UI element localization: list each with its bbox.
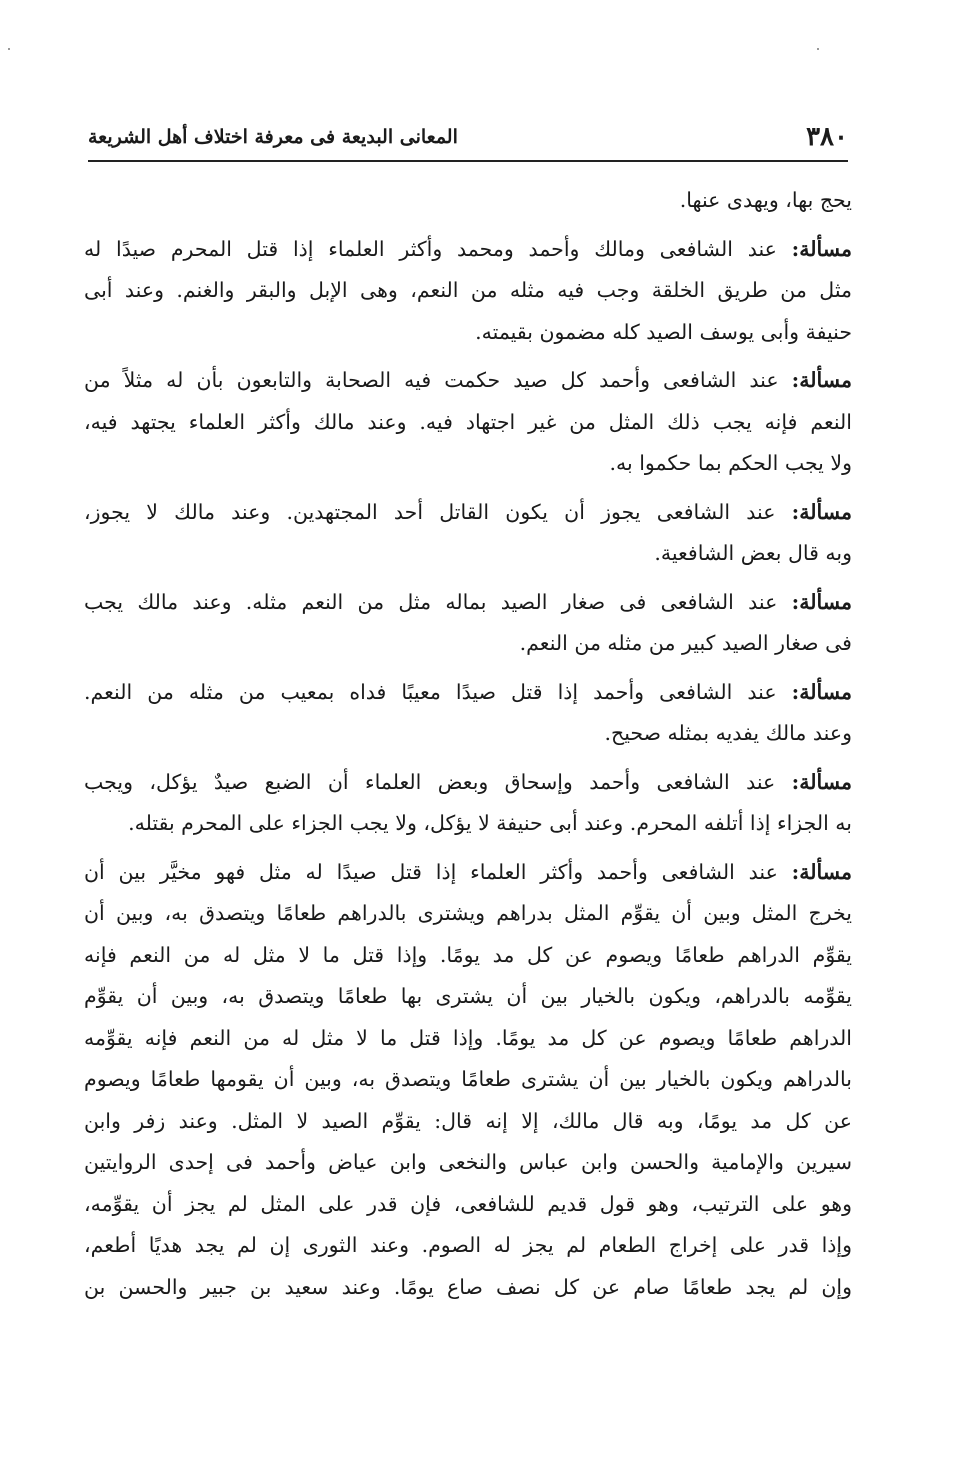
page-number: ٣٨٠	[806, 122, 848, 152]
issue-paragraph	[84, 360, 852, 485]
text-line	[84, 762, 852, 804]
page-body	[84, 180, 852, 1315]
header-rule	[88, 160, 848, 162]
issue-label: مسألة:	[791, 859, 852, 884]
issue-label: مسألة:	[791, 236, 852, 261]
text-line: عن كل مد يومًا، وبه قال مالك، إلا إنه قال: يقوِّم الصيد لا المثل. وعند زفر وابن	[84, 1108, 852, 1133]
text-line	[84, 360, 852, 402]
text-line	[84, 582, 852, 624]
issue-label: مسألة:	[791, 679, 852, 704]
page-header	[88, 118, 848, 160]
text-line: يحج بها، ويهدى عنها.	[679, 188, 852, 212]
text-line: يقوِّمه بالدراهم، ويكون بالخيار بين أن يشترى بها طعامًا ويتصدق به، وبين أن يقوِّم	[84, 984, 852, 1008]
text-line: به الجزاء إذا أتلفه المحرم. وعند أبى حنيفة لا يؤكل، ولا يجب الجزاء على المحرم بقتله.	[128, 811, 852, 835]
issue-text: عند الشافعى وأحمد إذا قتل صيدًا معيبًا فداه بمعيب من مثله من النعم.	[84, 679, 777, 704]
text-line	[84, 672, 852, 714]
issue-paragraph	[84, 852, 852, 1309]
issue-label: مسألة:	[791, 769, 852, 794]
issue-paragraph	[84, 582, 852, 665]
scan-speck	[817, 48, 819, 50]
text-line: حنيفة وأبى يوسف الصيد كله مضمون بقيمته.	[475, 319, 852, 344]
text-line: سيرين والإمامية والحسن وابن عباس والنخعى وابن عياض وأحمد فى إحدى الروايتين	[84, 1150, 852, 1174]
text-line: وإذا قدر على إخراج الطعام لم يجز له الصوم. وعند الثورى إن لم يجد هديًا أطعم،	[84, 1233, 852, 1257]
text-line: وهو على الترتيب، وهو قول قديم للشافعى، فإن قدر على المثل لم يجز أن يقوِّمه،	[84, 1191, 852, 1216]
issue-text: عند الشافعى وأحمد وإسحاق وبعض العلماء أن الضبع صيدٌ يؤكل، ويجب	[84, 769, 776, 794]
text-line: وإن لم يجد طعامًا صام عن كل نصف صاع يومًا. وعند سعيد بن جبير والحسن بن	[84, 1274, 852, 1299]
text-line: النعم فإنه يجب ذلك المثل من غير اجتهاد فيه. وعند مالك وأكثر العلماء يجتهد فيه،	[84, 409, 852, 434]
text-line: وبه قال بعض الشافعية.	[654, 541, 852, 565]
issue-paragraph	[84, 672, 852, 755]
issue-paragraph	[84, 492, 852, 575]
text-line: ولا يجب الحكم بما حكموا به.	[609, 451, 852, 475]
issue-text: عند الشافعى وأحمد وأكثر العلماء إذا قتل صيدًا له مثل فهو مخيَّر بين أن	[84, 859, 778, 884]
issue-paragraph	[84, 229, 852, 354]
scan-speck	[8, 48, 10, 50]
text-line: بالدراهم ويكون بالخيار بين أن يشترى طعامًا ويتصدق به، وبين أن يقومها طعامًا ويصوم	[84, 1067, 852, 1091]
issue-text: عند الشافعى وأحمد كل صيد حكمت فيه الصحابة والتابعون بأن له مثلاً من	[84, 368, 779, 392]
text-line	[84, 852, 852, 894]
text-line: الدراهم طعامًا ويصوم عن كل مد يومًا. وإذا قتل ما لا مثل له من النعم فإنه يقوِّمه	[84, 1025, 852, 1050]
issue-label: مسألة:	[791, 368, 852, 392]
intro-paragraph	[84, 180, 852, 222]
issue-label: مسألة:	[791, 589, 852, 614]
issue-text: عند الشافعى فى صغار الصيد بماله مثل من النعم مثله. وعند مالك يجب	[84, 589, 778, 614]
text-line: مثل من طريق الخلقة وجب فيه مثله من النعم، وهى الإبل والبقر والغنم. وعند أبى	[84, 278, 852, 302]
text-line: يقوِّم الدراهم طعامًا ويصوم عن كل مد يومًا. وإذا قتل ما لا مثل له من النعم فإنه	[84, 942, 852, 967]
text-line: وعند مالك يفديه بمثله صحيح.	[604, 721, 852, 745]
issue-label: مسألة:	[791, 499, 852, 524]
issue-text: عند الشافعى ومالك وأحمد ومحمد وأكثر العلماء إذا قتل المحرم صيدًا له	[84, 236, 777, 261]
issue-paragraph	[84, 762, 852, 845]
text-line	[84, 492, 852, 534]
issue-text: عند الشافعى يجوز أن يكون القاتل أحد المجتهدين. وعند مالك لا يجوز،	[84, 499, 776, 524]
text-line	[84, 229, 852, 271]
running-title: المعانى البديعة فى معرفة اختلاف أهل الشريعة	[88, 126, 458, 148]
text-line: يخرج المثل وبين أن يقوِّم المثل بدراهم ويشترى بالدراهم طعامًا ويتصدق به، وبين أن	[84, 901, 852, 925]
text-line: فى صغار الصيد كبير من مثله من النعم.	[519, 631, 852, 655]
